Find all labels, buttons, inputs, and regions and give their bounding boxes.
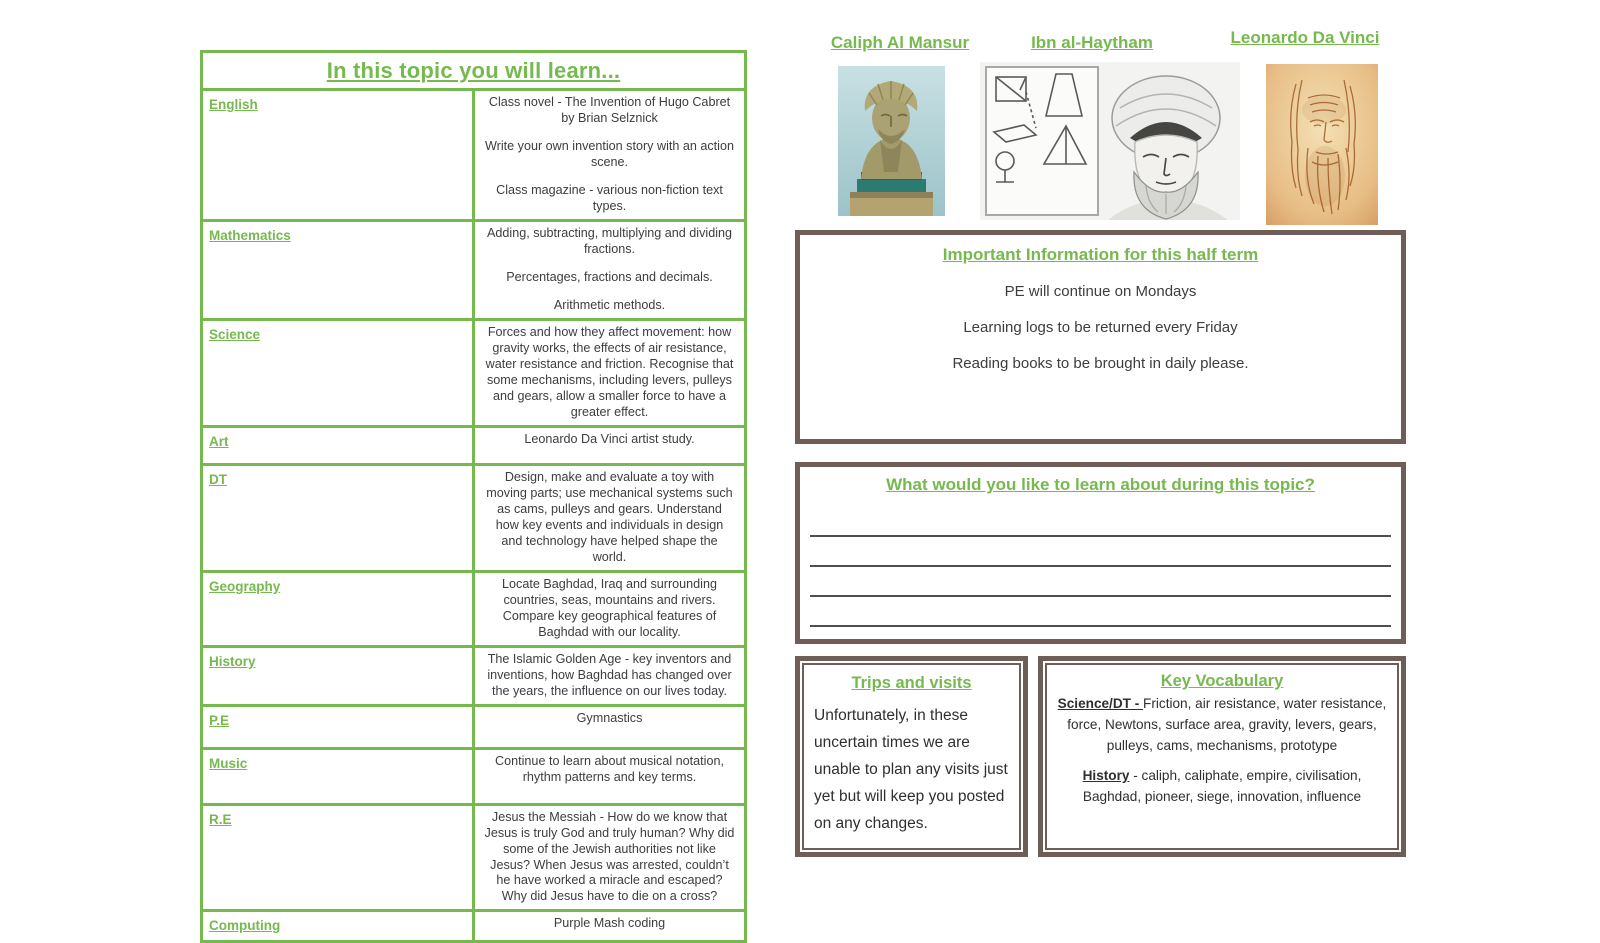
portrait-name-caliph-al-mansur: Caliph Al Mansur: [830, 33, 970, 52]
subject-cell: [202, 705, 474, 748]
content-paragraph: Gymnastics: [576, 710, 643, 725]
subject-cell: [202, 220, 474, 319]
table-row: [202, 911, 746, 942]
subject-label: Mathematics: [209, 227, 291, 243]
content-paragraph: Class magazine - various non-fiction text types.: [496, 182, 723, 213]
trips-title: Trips and visits: [851, 674, 972, 692]
learn-about-box: [795, 462, 1406, 644]
subject-label: Science: [209, 326, 261, 342]
subject-label: Art: [209, 433, 229, 449]
table-row: [202, 90, 746, 221]
subject-cell: [202, 571, 474, 646]
portrait-image-caliph-al-mansur: [838, 66, 945, 216]
ruled-line: [810, 537, 1391, 567]
vocab-entry: [1057, 693, 1387, 756]
subject-label: R.E: [209, 811, 232, 827]
subject-cell: [202, 748, 474, 804]
subject-label: DT: [209, 471, 227, 487]
trips-box: [795, 656, 1028, 857]
subject-cell: [202, 426, 474, 464]
table-row: [202, 705, 746, 748]
subject-cell: [202, 911, 474, 942]
subject-content: [474, 804, 746, 911]
trips-box-inner: [802, 663, 1021, 850]
content-paragraph: Jesus the Messiah - How do we know that Jesus is truly God and truly human? Why did some of the Jewish authorities not like Jesus? When Jesus was arrested, couldn’t he have worked a miracle and escaped? Why did Jesus have to die on a cross?: [484, 809, 735, 904]
content-paragraph: Adding, subtracting, multiplying and dividing fractions.: [486, 225, 733, 256]
content-paragraph: Leonardo Da Vinci artist study.: [524, 431, 695, 446]
trips-text: Unfortunately, in these uncertain times we are unable to plan any visits just yet but will keep you posted on any changes.: [814, 707, 1008, 832]
portrait-name-leonardo-da-vinci: Leonardo Da Vinci: [1230, 28, 1380, 47]
subject-cell: [202, 319, 474, 426]
engraving-image: [980, 62, 1240, 220]
portrait-image-leonardo-da-vinci: [1266, 64, 1378, 225]
content-paragraph: Purple Mash coding: [553, 916, 666, 931]
content-paragraph: The Islamic Golden Age - key inventors and inventions, how Baghdad has changed over the years, the influence on our lives today.: [487, 651, 732, 698]
subject-label: English: [209, 97, 258, 112]
learn-about-title: What would you like to learn about during this topic?: [886, 475, 1315, 494]
subject-content: [474, 464, 746, 571]
subject-content: [474, 748, 746, 804]
subject-label: P.E: [209, 712, 230, 728]
vocab-entry-text: Friction, air resistance, water resistance, force, Newtons, surface area, gravity, levers, gears, pulleys, cams, mechanisms, prototype: [1067, 696, 1387, 754]
vocab-entry-label: Science/DT -: [1057, 696, 1144, 711]
ruled-line: [810, 507, 1391, 537]
important-info-title: Important Information for this half term: [942, 245, 1259, 264]
table-row: [202, 319, 746, 426]
table-row: [202, 426, 746, 464]
vocab-box-inner: [1045, 663, 1399, 850]
vocab-entry-label: History: [1082, 768, 1130, 784]
table-row: [202, 804, 746, 911]
write-lines: [810, 507, 1391, 627]
info-line: Learning logs to be returned every Friday: [963, 319, 1238, 336]
subject-label: Music: [209, 755, 248, 771]
info-line: PE will continue on Mondays: [1004, 283, 1197, 300]
subject-cell: [202, 464, 474, 571]
ruled-line: [810, 597, 1391, 627]
vocab-box: [1038, 656, 1406, 857]
subject-content: [474, 571, 746, 646]
subject-cell: [202, 646, 474, 705]
subject-content: [474, 90, 746, 221]
important-info-lines: [800, 282, 1401, 373]
info-line: Reading books to be brought in daily please.: [952, 355, 1249, 372]
vocab-entry-text: - caliph, caliphate, empire, civilisation, Baghdad, pioneer, siege, innovation, influence: [1082, 768, 1362, 805]
subject-label: Computing: [209, 918, 281, 934]
subject-content: [474, 220, 746, 319]
subject-content: [474, 646, 746, 705]
content-paragraph: Percentages, fractions and decimals.: [506, 269, 713, 284]
content-paragraph: Arithmetic methods.: [553, 297, 666, 312]
topic-table-header-row: [202, 52, 746, 90]
vocab-entries: [1057, 693, 1387, 807]
subject-label: History: [209, 653, 256, 669]
topic-table: [200, 50, 747, 943]
subject-label: Geography: [209, 578, 281, 594]
ruled-line: [810, 567, 1391, 597]
content-paragraph: Locate Baghdad, Iraq and surrounding countries, seas, mountains and rivers. Compare key geographical features of Baghdad with our locality.: [502, 576, 717, 639]
content-paragraph: Design, make and evaluate a toy with moving parts; use mechanical systems such as cams, pulleys and gears. Understand how key events and individuals in design and technology have helped shape the world.: [486, 469, 733, 564]
subject-content: [474, 705, 746, 748]
topic-table-body: [202, 90, 746, 942]
content-paragraph: Class novel - The Invention of Hugo Cabret by Brian Selznick: [488, 95, 731, 125]
table-row: [202, 571, 746, 646]
subject-cell: [202, 804, 474, 911]
content-paragraph: Write your own invention story with an action scene.: [485, 138, 734, 169]
subject-content: [474, 426, 746, 464]
statue-image: [838, 66, 945, 216]
subject-cell: [202, 90, 474, 221]
table-row: [202, 646, 746, 705]
vocab-entry: [1057, 765, 1387, 807]
content-paragraph: Continue to learn about musical notation, rhythm patterns and key terms.: [495, 753, 724, 784]
subject-content: [474, 911, 746, 942]
portrait-name-ibn-al-haytham: Ibn al-Haytham: [1031, 33, 1153, 52]
table-row: [202, 748, 746, 804]
red-chalk-image: [1266, 64, 1378, 225]
table-row: [202, 220, 746, 319]
portrait-image-ibn-al-haytham: [980, 62, 1240, 220]
subject-content: [474, 319, 746, 426]
topic-table-title: In this topic you will learn...: [326, 57, 621, 83]
important-info-box: [795, 230, 1406, 444]
content-paragraph: Forces and how they affect movement: how gravity works, the effects of air resistance, water resistance and friction. Recognise that some mechanisms, including levers, pulleys and gears, allow a smaller force to have a greater effect.: [485, 324, 734, 419]
table-row: [202, 464, 746, 571]
vocab-title: Key Vocabulary: [1160, 672, 1284, 690]
